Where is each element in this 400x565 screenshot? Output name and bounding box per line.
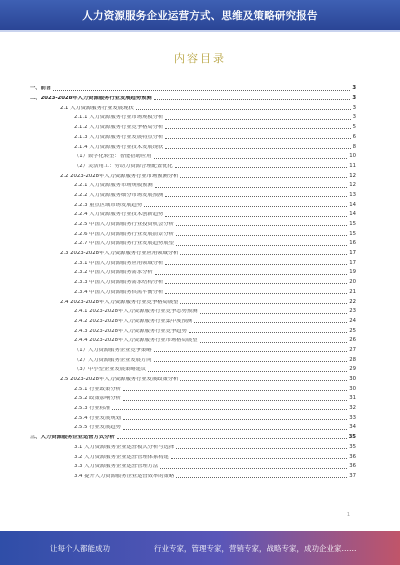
toc-entry-page: 17 [349,250,356,257]
toc-entry-title: 2.2.6 中国人力资源服务行业发展前景分析 [74,231,174,237]
toc-entry[interactable] [30,305,356,315]
toc-entry-title: 3.1 人力资源服务企业运营模式分析与选择 [74,444,175,450]
toc-entry-title: 三、人力资源服务企业运营方式分析 [30,435,115,441]
toc-entry-title: 2.3.1 中国人力资源服务应用领域分析 [74,260,164,266]
toc-leader-dots [194,322,347,323]
toc-entry[interactable] [30,150,356,160]
toc-leader-dots [200,342,348,343]
toc-entry-title: 2.3.2 中国人力资源服务需求分析 [74,270,153,276]
toc-entry[interactable] [30,101,356,111]
toc-entry-page: 16 [349,240,356,247]
toc-leader-dots [123,429,347,430]
toc-leader-dots [123,419,347,420]
toc-entry-title: 2.4.1 2023-2028年人力资源服务行业竞争态势预测 [74,309,198,315]
toc-entry-title: 2.2.1 人力资源服务市场规模预测 [74,183,153,189]
toc-entry-title: 2.1.3 人力资源服务行业发展特点分析 [74,134,164,140]
toc-entry[interactable] [30,189,356,199]
toc-entry-title: 2.4.3 2023-2028年人力资源服务行业竞争趋势 [74,328,187,334]
toc-entry[interactable] [30,179,356,189]
toc-leader-dots [189,332,347,333]
toc-leader-dots [176,225,347,226]
toc-entry[interactable] [30,402,356,412]
toc-leader-dots [53,90,350,91]
toc-leader-dots [180,177,347,178]
toc-entry[interactable] [30,130,356,140]
toc-entry-title: 2.4.2 2023-2028年人力资源服务行业集中度预测 [74,318,193,324]
toc-entry-title: 2.2.4 人力资源服务行业技术创新趋势 [74,212,164,218]
footer-experts: 行业专家，管理专家，营销专家，战略专家，成功企业家…… [154,543,357,553]
report-header [0,0,400,30]
toc-entry-title: 2.3.3 中国人力资源服务需求结构分析 [74,280,164,286]
toc-entry-page: 36 [349,463,356,470]
toc-entry-page: 3 [352,95,356,102]
toc-entry[interactable] [30,315,356,325]
toc-entry-title: 2.5 2023-2028年人力资源服务行业发展政策分析 [60,377,179,383]
toc-entry-page: 14 [349,211,356,218]
toc-entry[interactable] [30,392,356,402]
toc-entry[interactable] [30,218,356,228]
toc-entry-title: 2.5.2 政策影响分析 [74,396,121,402]
toc-entry-title: 2.1.4 人力资源服务行业技术发展现状 [74,144,164,150]
toc-leader-dots [123,390,347,391]
toc-leader-dots [154,361,348,362]
toc-entry[interactable] [30,470,356,480]
toc-entry-title: 3.3 人力资源服务企业运营管理方法 [74,464,159,470]
header-divider [0,30,400,32]
toc-leader-dots [165,128,350,129]
toc-entry[interactable] [30,450,356,460]
toc-entry-title: 2.2 2023-2028年人力资源服务行业市场预测分析 [60,173,179,179]
toc-entry[interactable] [30,421,356,431]
toc-entry[interactable] [30,121,356,131]
toc-entry[interactable] [30,208,356,218]
toc-entry-title: （3）中小型企业发展策略建议 [74,367,147,373]
toc-entry-page: 13 [349,191,356,198]
toc-entry-page: 12 [349,182,356,189]
toc-entry-page: 3 [352,85,356,92]
toc-entry[interactable] [30,353,356,363]
page-number: 1 [346,512,350,518]
toc-entry[interactable] [30,431,356,441]
toc-entry[interactable] [30,295,356,305]
toc-entry-page: 33 [349,414,356,421]
footer-slogan: 让每个人都能成功 [50,543,110,553]
toc-entry-title: 2.2.5 中国人力资源服务行业投资机会分析 [74,222,174,228]
toc-entry[interactable] [30,92,356,102]
toc-entry[interactable] [30,324,356,334]
toc-leader-dots [136,109,351,110]
toc-leader-dots [176,448,347,449]
toc-entry-page: 30 [349,376,356,383]
toc-entry-page: 28 [349,356,356,363]
toc-entry[interactable] [30,111,356,121]
toc-entry-title: 2.1.1 人力资源服务行业市场规模分析 [74,115,164,121]
toc-leader-dots [176,235,347,236]
toc-leader-dots [154,158,348,159]
toc-leader-dots [180,254,347,255]
toc-entry-page: 27 [349,346,356,353]
toc-entry-title: 2.2.2 人力资源服务细分市场发展预测 [74,192,164,198]
toc-entry-page: 10 [349,153,356,160]
toc-entry[interactable] [30,160,356,170]
toc-entry-page: 30 [349,385,356,392]
toc-leader-dots [165,264,347,265]
toc-entry-page: 5 [352,124,356,131]
toc-entry-title: 2.5.1 行业政策分析 [74,386,121,392]
toc-entry[interactable] [30,227,356,237]
toc-entry-page: 37 [349,472,356,479]
toc-entry[interactable] [30,276,356,286]
toc-leader-dots [123,400,347,401]
toc-entry[interactable] [30,266,356,276]
toc-entry-title: 一、前言 [30,86,52,92]
toc-entry-page: 31 [349,395,356,402]
toc-entry-title: 二、2023-2028年人力资源服务行业发展趋势预测 [30,96,152,102]
toc-entry[interactable] [30,363,356,373]
toc-entry[interactable] [30,373,356,383]
toc-entry[interactable] [30,382,356,392]
toc-entry[interactable] [30,460,356,470]
toc-entry-title: 2.5.5 行业发展趋势 [74,425,121,431]
toc-entry-title: 2.4 2023-2028年人力资源服务行业竞争格局展望 [60,299,179,305]
toc-entry-title: （2）人力资源服务企业发展方向 [74,357,152,363]
toc-entry-page: 6 [352,133,356,140]
toc-leader-dots [171,458,347,459]
toc-entry-page: 15 [349,230,356,237]
toc-leader-dots [160,468,347,469]
toc-entry-title: 2.2.3 重点区域市场发展趋势 [74,202,143,208]
toc-entry[interactable] [30,344,356,354]
toc-entry[interactable] [30,334,356,344]
toc-entry-page: 12 [349,172,356,179]
toc-entry[interactable] [30,140,356,150]
toc-leader-dots [154,351,348,352]
toc-entry-title: （1）人力资源服务企业竞争策略 [74,347,152,353]
toc-entry-title: 3.2 人力资源服务企业运营管理体系构建 [74,454,169,460]
footer-banner [0,531,400,565]
toc-entry-title: 2.2.7 中国人力资源服务行业发展趋势展望 [74,241,174,247]
toc-leader-dots [200,313,348,314]
toc-entry-page: 8 [352,143,356,150]
toc-entry-title: 2.4.4 2023-2028年人力资源服务行业市场格局展望 [74,338,198,344]
toc-entry-page: 25 [349,327,356,334]
toc-leader-dots [165,148,350,149]
toc-entry-page: 35 [348,434,356,441]
toc-title: 内容目录 [174,52,226,65]
toc-leader-dots [112,409,347,410]
toc-leader-dots [117,438,347,439]
toc-leader-dots [165,216,347,217]
toc-leader-dots [176,477,347,478]
table-of-contents [30,82,356,479]
toc-leader-dots [155,187,348,188]
toc-entry-page: 14 [349,201,356,208]
toc-leader-dots [180,303,347,304]
toc-entry[interactable] [30,285,356,295]
toc-entry-title: 2.5.3 行业标准 [74,406,111,412]
toc-entry[interactable] [30,247,356,257]
toc-entry-title: （2）灵活用工：劳动力资源合理配置优化 [74,163,173,169]
toc-leader-dots [155,274,348,275]
toc-entry-page: 17 [349,259,356,266]
toc-entry-title: 3.4 提升人力资源服务企业运营效率的策略 [74,473,175,479]
toc-entry-page: 20 [349,279,356,286]
toc-entry[interactable] [30,440,356,450]
toc-entry[interactable] [30,237,356,247]
toc-leader-dots [165,293,347,294]
toc-entry-page: 3 [352,114,356,121]
toc-entry-page: 34 [349,424,356,431]
toc-entry-page: 29 [349,366,356,373]
toc-entry-page: 22 [349,298,356,305]
toc-entry-page: 19 [349,269,356,276]
toc-entry[interactable] [30,198,356,208]
toc-leader-dots [144,206,347,207]
toc-entry-page: 32 [349,405,356,412]
report-title: 人力资源服务企业运营方式、思维及策略研究报告 [82,9,318,22]
toc-entry[interactable] [30,169,356,179]
toc-leader-dots [154,99,351,100]
toc-leader-dots [165,119,350,120]
toc-leader-dots [165,138,350,139]
toc-entry-title: 2.1.2 人力资源服务行业竞争格局分析 [74,125,164,131]
toc-entry-title: 2.1 人力资源服务行业发展现状 [60,105,134,111]
toc-entry-page: 15 [349,221,356,228]
toc-entry-page: 36 [349,453,356,460]
toc-leader-dots [180,380,347,381]
toc-leader-dots [165,283,347,284]
toc-entry-page: 3 [352,104,356,111]
toc-entry-page: 24 [349,317,356,324]
toc-entry-page: 23 [349,308,356,315]
toc-entry[interactable] [30,256,356,266]
toc-entry-title: 2.3 2023-2028年人力资源服务行业应用领域分析 [60,251,179,257]
toc-entry-page: 35 [349,443,356,450]
toc-entry[interactable] [30,82,356,92]
toc-entry-page: 26 [349,337,356,344]
toc-entry-title: 2.5.4 行业发展规划 [74,415,121,421]
toc-leader-dots [176,245,347,246]
toc-entry-title: 2.3.4 中国人力资源服务供需平衡分析 [74,289,164,295]
toc-entry-page: 11 [349,162,356,169]
toc-leader-dots [165,196,347,197]
toc-leader-dots [175,167,348,168]
toc-entry-page: 21 [349,288,356,295]
toc-entry[interactable] [30,411,356,421]
toc-leader-dots [148,371,347,372]
toc-entry-title: （1）数字化转型：智能招聘应用 [74,154,152,160]
